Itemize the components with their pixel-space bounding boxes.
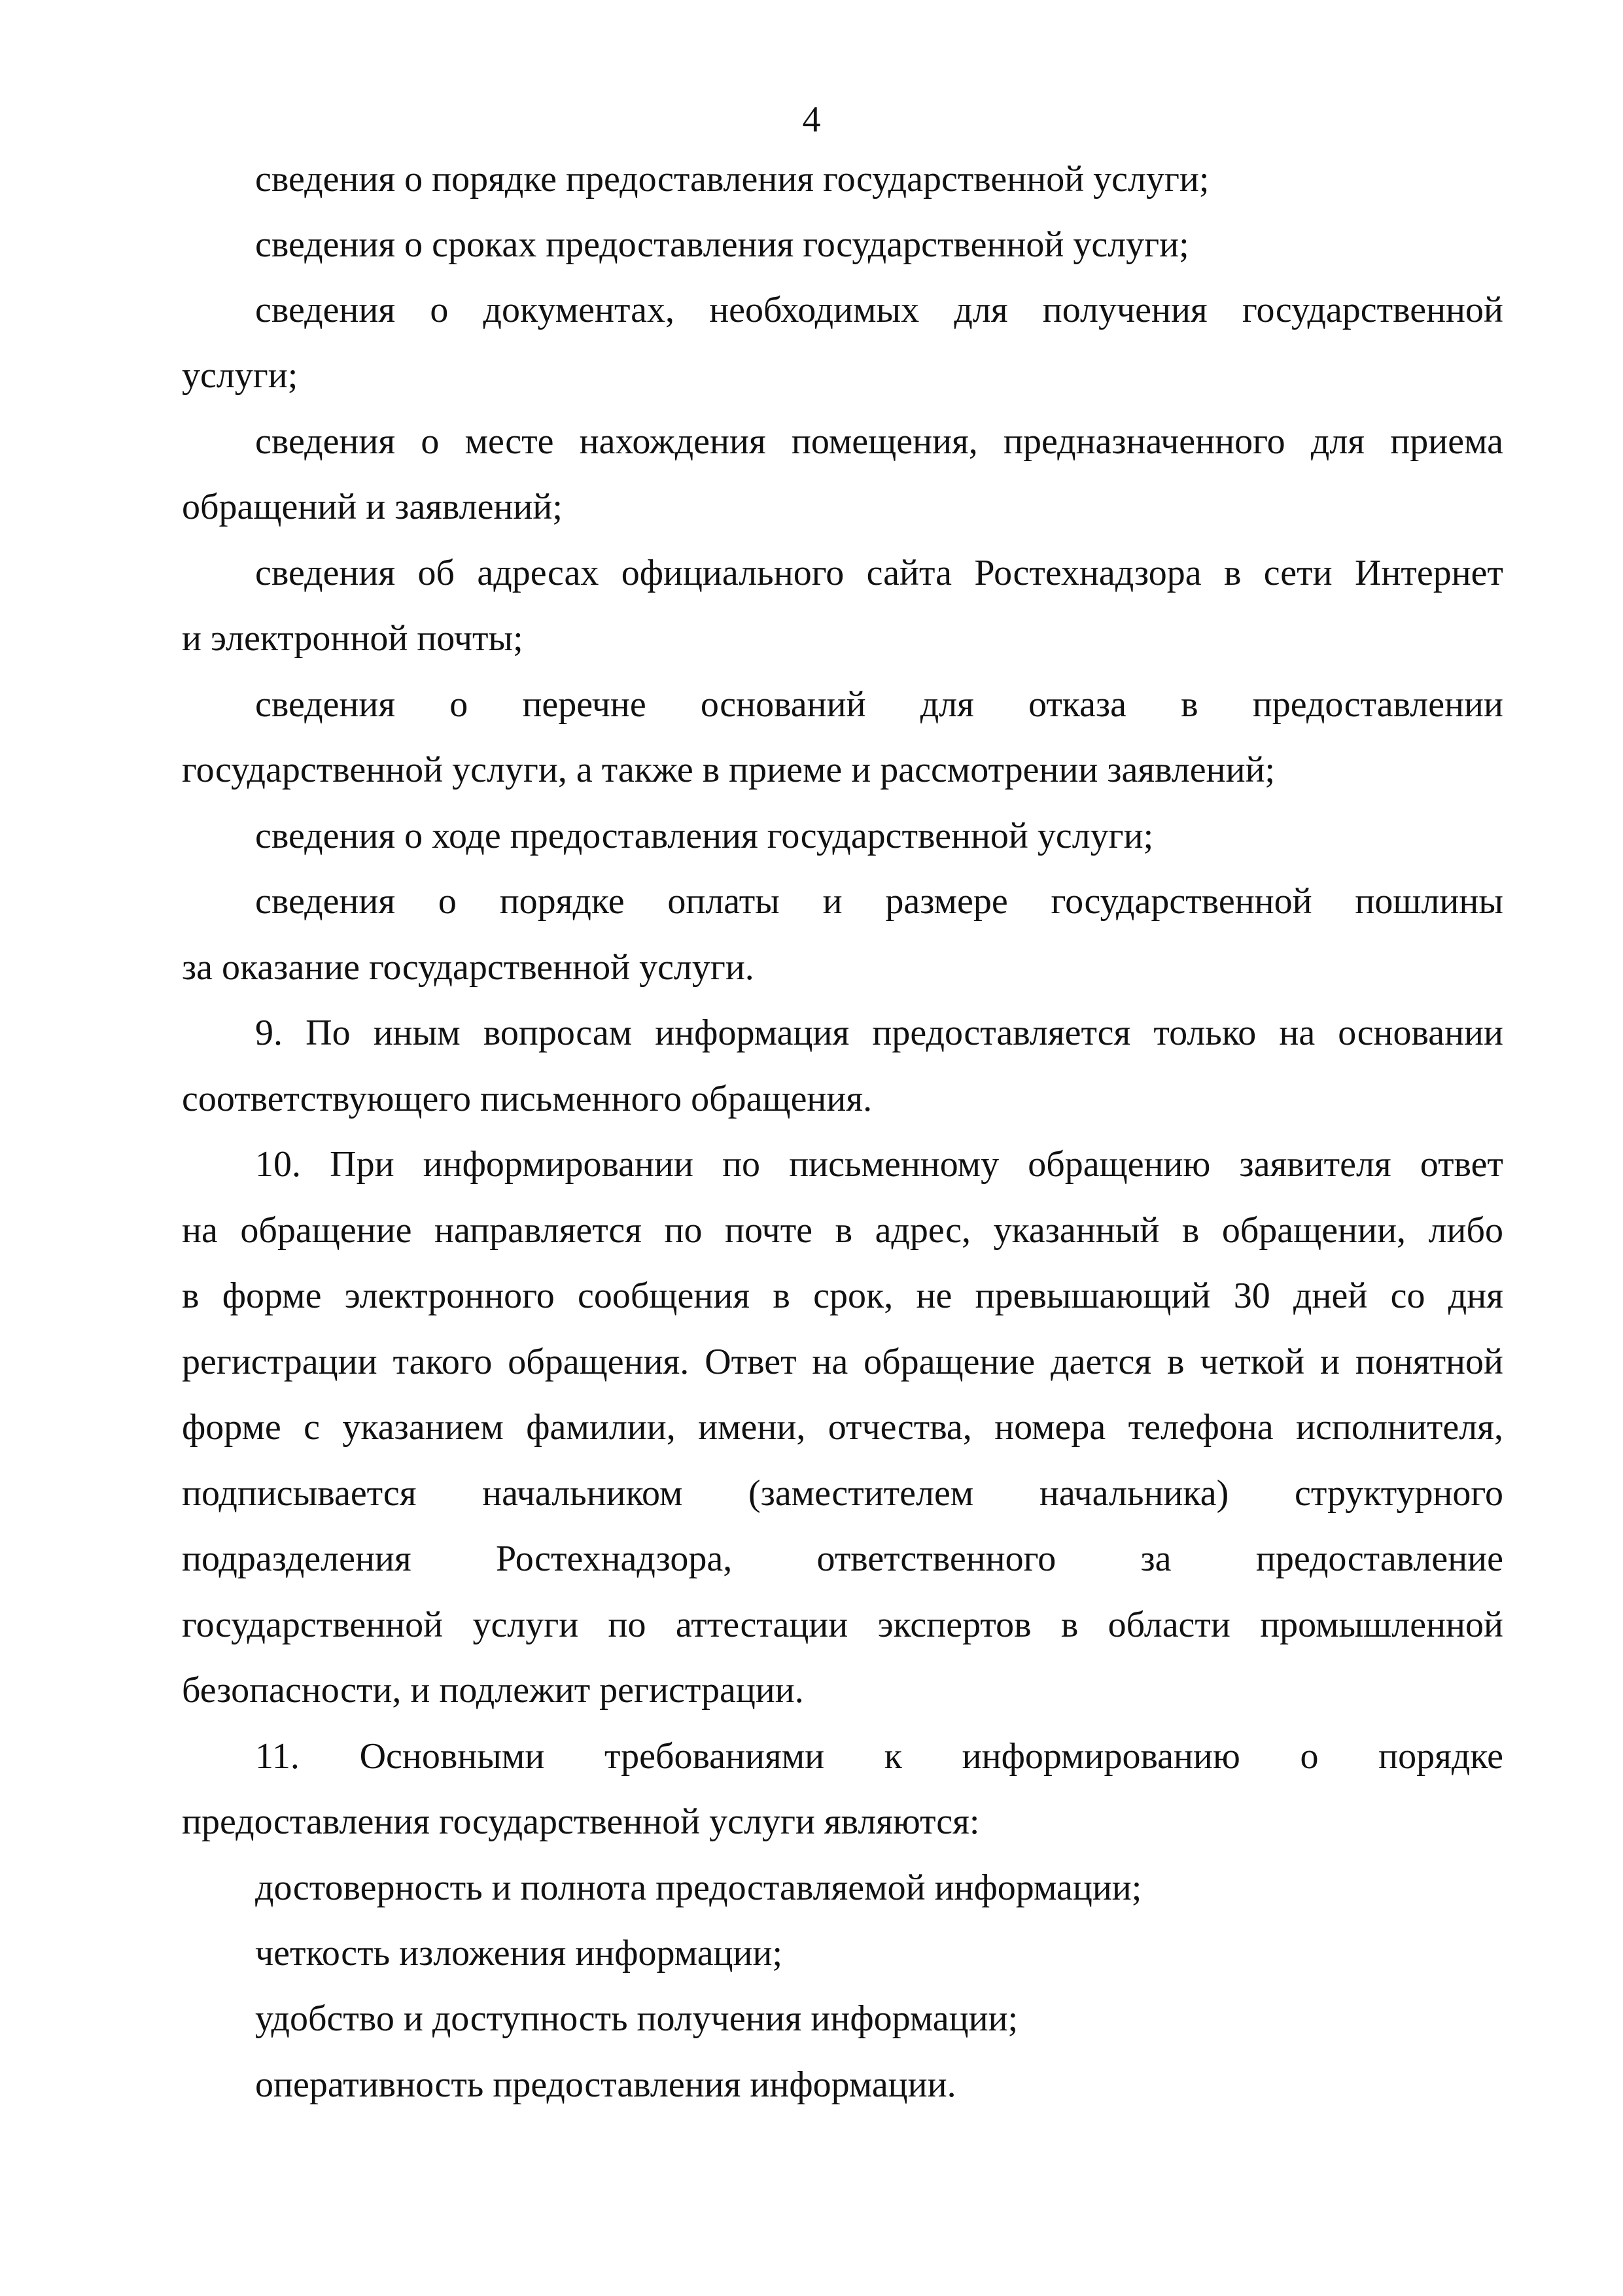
text-line: четкость изложения информации; [255,1933,783,1974]
text-line: обращений и заявлений; [182,487,563,527]
text-line: подразделения Ростехнадзора, ответственного за предоставление [182,1539,1503,1579]
text-line: регистрации такого обращения. Ответ на обращение дается в четкой и понятной [182,1342,1503,1382]
text-line: государственной услуги по аттестации экспертов в области промышленной [182,1605,1503,1645]
text-line: и электронной почты; [182,618,523,659]
text-line: 9. По иным вопросам информация предоставляется только на основании [255,1013,1503,1053]
text-line: сведения о перечне оснований для отказа в предоставлении [255,684,1503,725]
text-line: государственной услуги, а также в приеме и рассмотрении заявлений; [182,750,1276,790]
text-line: соответствующего письменного обращения. [182,1079,873,1119]
text-line: за оказание государственной услуги. [182,947,754,988]
text-line: сведения о порядке предоставления государственной услуги; [255,159,1210,200]
text-line: удобство и доступность получения информации; [255,1998,1019,2039]
text-line: безопасности, и подлежит регистрации. [182,1670,804,1711]
text-line: на обращение направляется по почте в адрес, указанный в обращении, либо [182,1210,1503,1251]
text-line: форме с указанием фамилии, имени, отчества, номера телефона исполнителя, [182,1407,1503,1448]
text-line: оперативность предоставления информации. [255,2064,956,2105]
page-number: 4 [802,99,821,140]
text-line: сведения об адресах официального сайта Ростехнадзора в сети Интернет [255,553,1503,593]
text-line: 10. При информировании по письменному обращению заявителя ответ [255,1144,1503,1185]
text-line: подписывается начальником (заместителем начальника) структурного [182,1473,1503,1514]
text-line: сведения о порядке оплаты и размере государственной пошлины [255,881,1503,922]
text-line: 11. Основными требованиями к информированию о порядке [255,1736,1503,1777]
text-line: сведения о документах, необходимых для получения государственной [255,290,1503,330]
text-line: предоставления государственной услуги являются: [182,1801,980,1842]
text-line: сведения о сроках предоставления государственной услуги; [255,224,1189,265]
text-line: в форме электронного сообщения в срок, не превышающий 30 дней со дня [182,1276,1503,1316]
text-line: сведения о ходе предоставления государственной услуги; [255,816,1154,856]
text-line: достоверность и полнота предоставляемой информации; [255,1868,1142,1908]
text-line: сведения о месте нахождения помещения, предназначенного для приема [255,421,1503,462]
text-line: услуги; [182,355,298,396]
